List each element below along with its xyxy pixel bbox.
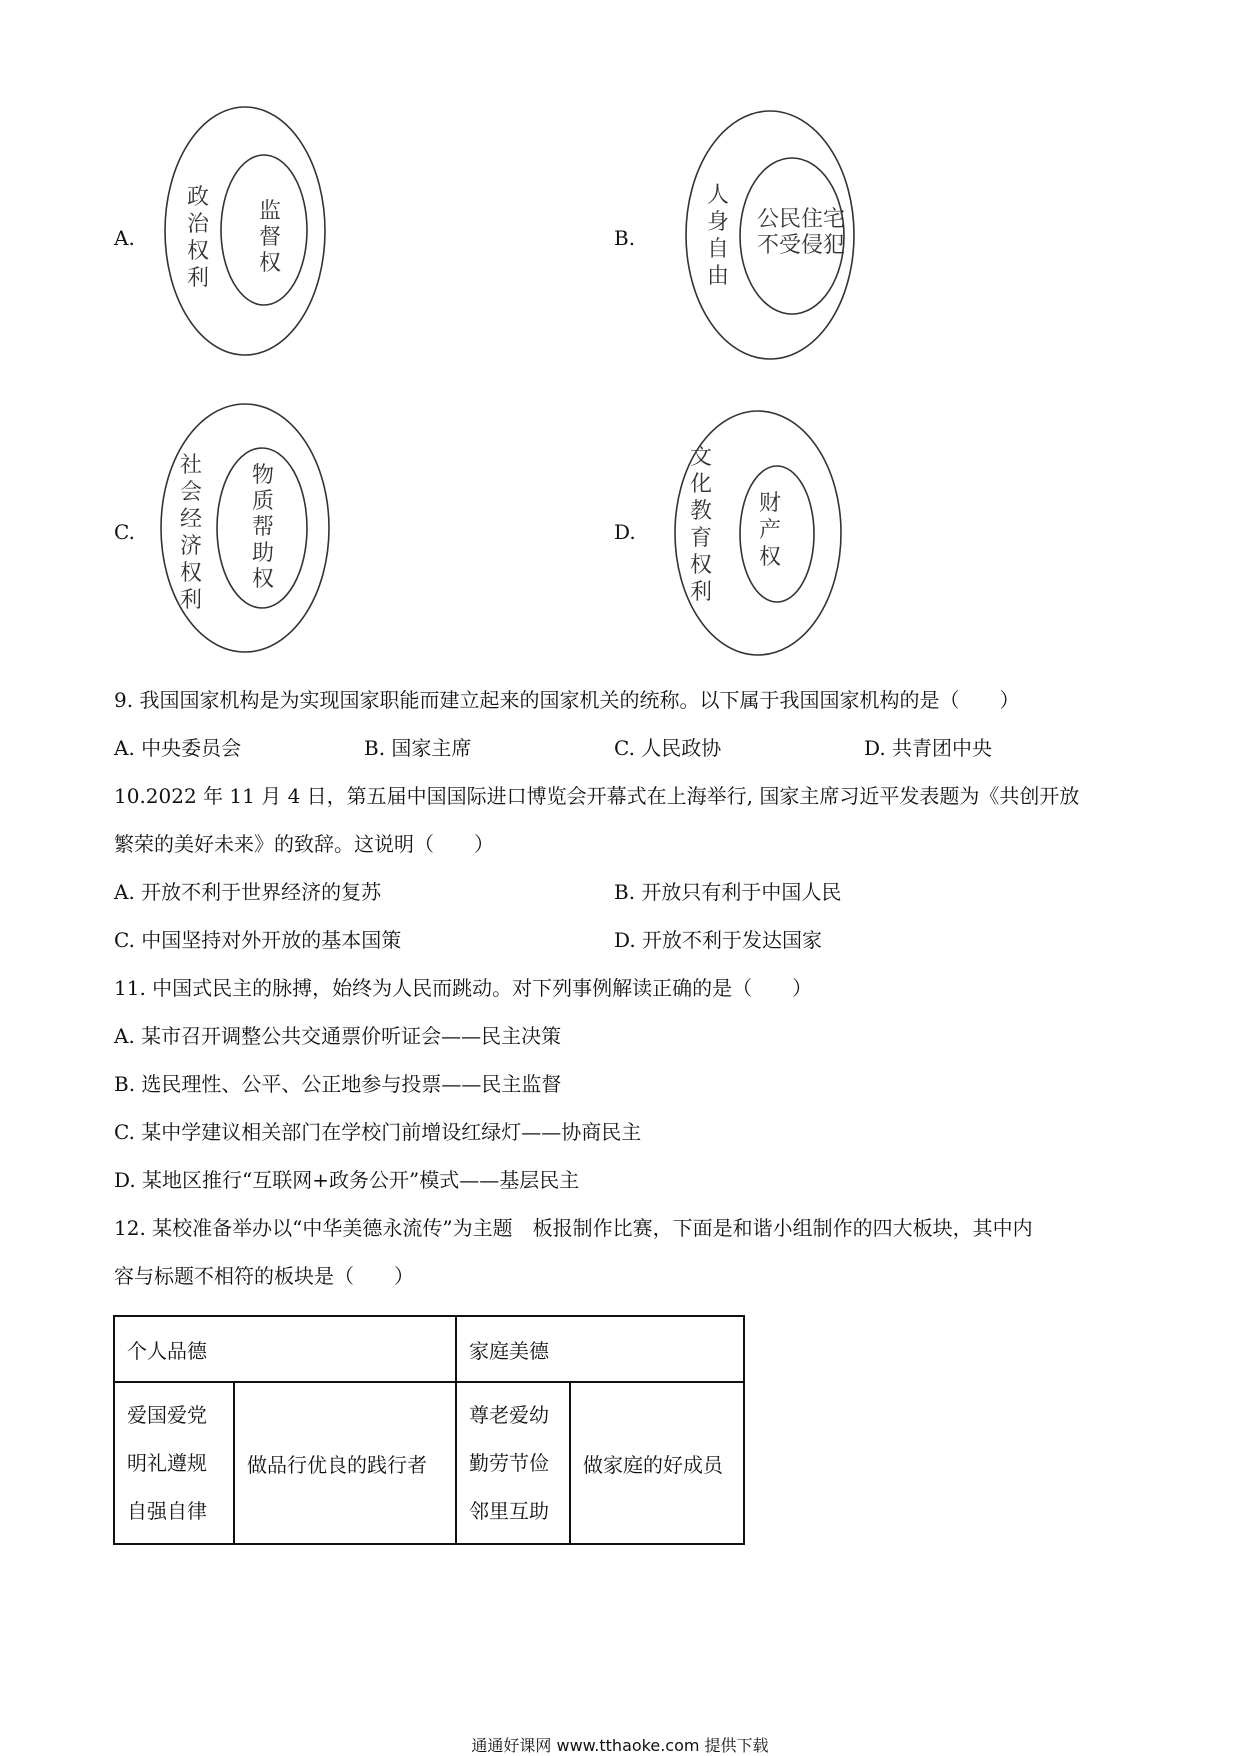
q9-option-d: D. 共青团中央 xyxy=(864,736,993,760)
q11-option-c: C. 某中学建议相关部门在学校门前增设红绿灯——协商民主 xyxy=(114,1120,642,1144)
personal-item: 明礼遵规 xyxy=(127,1451,207,1475)
diagram-a xyxy=(160,100,330,362)
inner-label-col2: 不受侵犯 xyxy=(756,233,846,258)
q10-option-b: B. 开放只有利于中国人民 xyxy=(614,880,842,904)
outer-label: 文化教育权利 xyxy=(689,445,713,605)
q10-option-d: D. 开放不利于发达国家 xyxy=(614,928,823,952)
option-c-letter: C. xyxy=(114,520,135,544)
inner-label-col1: 公民住宅 xyxy=(756,207,846,232)
option-d-letter: D. xyxy=(614,520,636,544)
q9-option-c: C. 人民政协 xyxy=(614,736,722,760)
question-10-stem-line2: 繁荣的美好未来》的致辞。这说明（ ） xyxy=(114,832,494,856)
family-items-cell xyxy=(456,1382,570,1544)
family-item: 邻里互助 xyxy=(469,1499,549,1523)
outer-label: 社会经济权利 xyxy=(179,453,203,613)
q11-option-d: D. 某地区推行“互联网+政务公开”模式——基层民主 xyxy=(114,1168,580,1192)
q9-option-a: A. 中央委员会 xyxy=(114,736,242,760)
board-table xyxy=(113,1315,745,1545)
question-11-stem: 11. 中国式民主的脉搏，始终为人民而跳动。对下列事例解读正确的是（ ） xyxy=(114,976,813,1000)
family-slogan-cell: 做家庭的好成员 xyxy=(570,1382,744,1544)
q10-option-a: A. 开放不利于世界经济的复苏 xyxy=(114,880,382,904)
q11-option-b: B. 选民理性、公平、公正地参与投票——民主监督 xyxy=(114,1072,562,1096)
inner-label: 物质帮助权 xyxy=(251,463,275,592)
diagram-d xyxy=(668,404,848,666)
outer-label: 政治权利 xyxy=(186,185,210,291)
diagram-b xyxy=(680,104,860,366)
option-b-letter: B. xyxy=(614,226,636,250)
question-10-stem-line1: 10.2022 年 11 月 4 日，第五届中国国际进口博览会开幕式在上海举行, 国家主席习近平发表题为《共创开放 xyxy=(114,784,1080,808)
question-9-stem: 9. 我国国家机构是为实现国家职能而建立起来的国家机关的统称。以下属于我国国家机构的是（ ） xyxy=(114,688,1020,712)
board-header-personal: 个人品德 xyxy=(114,1316,456,1382)
personal-item: 自强自律 xyxy=(127,1499,207,1523)
diagram-c xyxy=(156,398,336,660)
board-header-family: 家庭美德 xyxy=(456,1316,744,1382)
q10-option-c: C. 中国坚持对外开放的基本国策 xyxy=(114,928,402,952)
family-item: 尊老爱幼 xyxy=(469,1403,549,1427)
question-12-stem-line2: 容与标题不相符的板块是（ ） xyxy=(114,1264,414,1288)
personal-item: 爱国爱党 xyxy=(127,1403,207,1427)
outer-label: 人身自由 xyxy=(706,183,730,289)
option-a-letter: A. xyxy=(114,226,135,250)
inner-label: 财产权 xyxy=(758,491,782,570)
inner-label: 监督权 xyxy=(258,199,282,276)
q9-option-b: B. 国家主席 xyxy=(364,736,472,760)
page-footer: 通通好课网 www.tthaoke.com 提供下载 xyxy=(471,1736,769,1755)
question-12-stem-line1: 12. 某校准备举办以“中华美德永流传”为主题 板报制作比赛，下面是和谐小组制作的四大板块，其中内 xyxy=(114,1216,1033,1240)
personal-items-cell xyxy=(114,1382,234,1544)
personal-slogan-cell: 做品行优良的践行者 xyxy=(234,1382,456,1544)
q11-option-a: A. 某市召开调整公共交通票价听证会——民主决策 xyxy=(114,1024,562,1048)
family-item: 勤劳节俭 xyxy=(469,1451,549,1475)
